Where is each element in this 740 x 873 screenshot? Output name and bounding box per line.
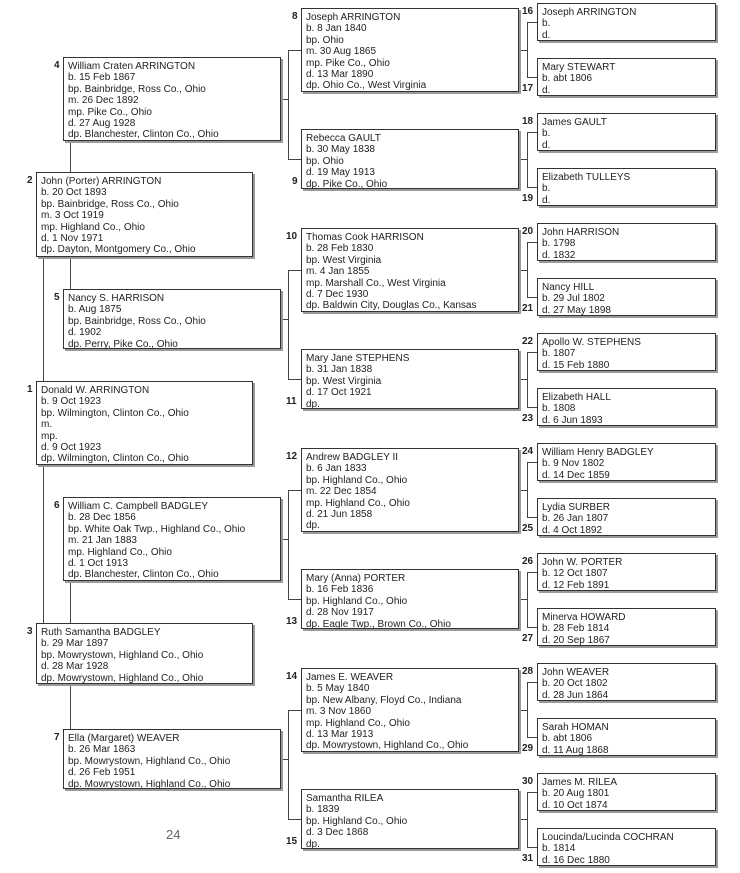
person-detail: b. 20 Oct 1893 xyxy=(41,187,107,199)
connector-line xyxy=(70,684,71,729)
connector-line xyxy=(527,297,537,298)
person-detail: d. 13 Mar 1913 xyxy=(306,729,374,741)
person-detail: d. 7 Dec 1930 xyxy=(306,289,369,301)
person-detail: m. 4 Jan 1855 xyxy=(306,266,370,278)
person-detail: b. 20 Oct 1802 xyxy=(542,678,608,690)
connector-line xyxy=(527,682,537,683)
person-number: 1 xyxy=(27,384,33,395)
person-detail: bp. Wilmington, Clinton Co., Ohio xyxy=(41,407,189,419)
person-number: 20 xyxy=(522,226,534,237)
person-detail: dp. Baldwin City, Douglas Co., Kansas xyxy=(306,300,477,312)
person-detail: mp. Highland Co., Ohio xyxy=(306,497,410,509)
person-detail: d. 6 Jun 1893 xyxy=(542,414,603,426)
person-detail: d. 1 Oct 1913 xyxy=(68,558,129,570)
connector-line xyxy=(527,627,537,628)
person-number: 9 xyxy=(292,176,298,187)
connector-line xyxy=(527,682,528,737)
person-detail: bp. New Albany, Floyd Co., Indiana xyxy=(306,694,462,706)
person-detail: bp. Bainbridge, Ross Co., Ohio xyxy=(68,83,206,95)
person-detail: d. 10 Oct 1874 xyxy=(542,799,608,811)
person-name: Donald W. ARRINGTON xyxy=(41,385,150,396)
person-detail: b. 9 Oct 1923 xyxy=(41,396,102,408)
person-name: Minerva HOWARD xyxy=(542,612,626,623)
person-detail: d. 19 May 1913 xyxy=(306,167,375,179)
connector-line xyxy=(527,132,537,133)
person-detail: m. 30 Aug 1865 xyxy=(306,46,377,58)
connector-line xyxy=(288,819,301,820)
person-detail: dp. Wilmington, Clinton Co., Ohio xyxy=(41,453,189,465)
person-detail: dp. xyxy=(306,398,320,410)
connector-line xyxy=(527,792,537,793)
person-name: Apollo W. STEPHENS xyxy=(542,337,641,348)
connector-line xyxy=(288,50,301,51)
connector-line xyxy=(519,159,527,160)
connector-line xyxy=(288,710,301,711)
person-name: John (Porter) ARRINGTON xyxy=(41,176,162,187)
person-number: 22 xyxy=(522,336,534,347)
connector-line xyxy=(519,379,527,380)
person-name: James GAULT xyxy=(542,117,607,128)
person-number: 15 xyxy=(286,836,298,847)
connector-line xyxy=(527,352,537,353)
person-detail: bp. Mowrystown, Highland Co., Ohio xyxy=(68,755,231,767)
person-detail: d. 9 Oct 1923 xyxy=(41,442,102,454)
person-box-24 xyxy=(537,443,716,481)
person-number: 4 xyxy=(54,60,60,71)
person-name: Nancy S. HARRISON xyxy=(68,293,165,304)
person-name: John W. PORTER xyxy=(542,557,623,568)
person-detail: b. 26 Jan 1807 xyxy=(542,513,609,525)
person-box-4 xyxy=(63,57,281,141)
person-box-28 xyxy=(537,663,716,701)
person-name: Andrew BADGLEY II xyxy=(306,452,399,463)
person-detail: m. 3 Nov 1860 xyxy=(306,706,372,718)
person-name: Sarah HOMAN xyxy=(542,722,609,733)
person-box-26 xyxy=(537,553,716,591)
connector-line xyxy=(527,132,528,187)
person-detail: b. abt 1806 xyxy=(542,733,593,745)
person-detail: b. 28 Feb 1814 xyxy=(542,623,610,635)
person-detail: dp. xyxy=(306,838,320,850)
person-box-18 xyxy=(537,113,716,151)
connector-line xyxy=(519,490,527,491)
person-detail: b. 9 Nov 1802 xyxy=(542,458,605,470)
person-number: 21 xyxy=(522,303,534,314)
person-number: 5 xyxy=(54,292,60,303)
person-detail: dp. Pike Co., Ohio xyxy=(306,178,388,190)
person-detail: b. 29 Mar 1897 xyxy=(41,638,109,650)
person-detail: d. xyxy=(542,139,551,151)
person-box-6 xyxy=(63,497,281,581)
person-name: James M. RILEA xyxy=(542,777,618,788)
person-detail: m. 26 Dec 1892 xyxy=(68,95,139,107)
person-detail: b. 1814 xyxy=(542,843,576,855)
connector-line xyxy=(527,242,537,243)
connector-line xyxy=(288,490,301,491)
person-detail: d. xyxy=(542,84,551,96)
person-detail: d. 1832 xyxy=(542,249,576,261)
connector-line xyxy=(288,159,301,160)
person-detail: b. 5 May 1840 xyxy=(306,683,370,695)
person-number: 31 xyxy=(522,853,534,864)
person-detail: d. xyxy=(542,194,551,206)
person-box-1 xyxy=(36,381,253,465)
person-name: Mary Jane STEPHENS xyxy=(306,353,410,364)
person-detail: d. 15 Feb 1880 xyxy=(542,359,610,371)
person-number: 6 xyxy=(54,500,60,511)
person-box-15 xyxy=(301,789,519,849)
person-detail: mp. Pike Co., Ohio xyxy=(68,106,152,118)
person-box-23 xyxy=(537,388,716,426)
person-number: 26 xyxy=(522,556,534,567)
person-number: 19 xyxy=(522,193,534,204)
person-detail: b. xyxy=(542,128,551,140)
connector-line xyxy=(288,710,289,819)
person-detail: d. 21 Jun 1858 xyxy=(306,509,373,521)
person-box-29 xyxy=(537,718,716,756)
person-box-25 xyxy=(537,498,716,536)
connector-line xyxy=(527,737,537,738)
person-number: 8 xyxy=(292,11,298,22)
connector-line xyxy=(527,22,528,77)
person-box-2 xyxy=(36,172,253,257)
person-detail: b. abt 1806 xyxy=(542,73,593,85)
person-detail: bp. West Virginia xyxy=(306,254,382,266)
person-detail: d. 1 Nov 1971 xyxy=(41,233,104,245)
person-name: Ruth Samantha BADGLEY xyxy=(41,627,161,638)
person-detail: d. 27 Aug 1928 xyxy=(68,118,136,130)
person-detail: mp. Highland Co., Ohio xyxy=(306,717,410,729)
person-box-7 xyxy=(63,729,281,789)
person-number: 10 xyxy=(286,231,298,242)
person-number: 13 xyxy=(286,616,298,627)
person-number: 12 xyxy=(286,451,298,462)
person-detail: b. 12 Oct 1807 xyxy=(542,568,608,580)
person-detail: d. 20 Sep 1867 xyxy=(542,634,610,646)
person-detail: b. 20 Aug 1801 xyxy=(542,788,610,800)
connector-line xyxy=(527,407,537,408)
person-detail: b. 1807 xyxy=(542,348,576,360)
person-number: 14 xyxy=(286,671,298,682)
person-detail: b. 31 Jan 1838 xyxy=(306,364,373,376)
connector-line xyxy=(519,710,527,711)
person-number: 18 xyxy=(522,116,534,127)
person-detail: bp. West Virginia xyxy=(306,375,382,387)
person-name: William Craten ARRINGTON xyxy=(68,61,196,72)
connector-line xyxy=(288,490,289,599)
person-number: 7 xyxy=(54,732,60,743)
person-detail: d. 12 Feb 1891 xyxy=(542,579,610,591)
person-box-12 xyxy=(301,448,519,532)
person-name: Elizabeth TULLEYS xyxy=(542,172,631,183)
person-box-3 xyxy=(36,623,253,684)
person-box-17 xyxy=(537,58,716,96)
person-detail: bp. Mowrystown, Highland Co., Ohio xyxy=(41,649,204,661)
person-detail: d. 28 Jun 1864 xyxy=(542,689,609,701)
person-detail: mp. Marshall Co., West Virginia xyxy=(306,277,446,289)
person-name: John WEAVER xyxy=(542,667,610,678)
connector-line xyxy=(288,270,289,379)
connector-line xyxy=(519,270,527,271)
person-detail: b. 1798 xyxy=(542,238,576,250)
person-name: Nancy HILL xyxy=(542,282,595,293)
person-box-21 xyxy=(537,278,716,316)
person-name: Ella (Margaret) WEAVER xyxy=(68,733,180,744)
person-detail: d. 28 Nov 1917 xyxy=(306,607,374,619)
person-name: Loucinda/Lucinda COCHRAN xyxy=(542,832,674,843)
connector-line xyxy=(519,599,527,600)
connector-line xyxy=(281,759,288,760)
person-detail: b. 16 Feb 1836 xyxy=(306,584,374,596)
connector-line xyxy=(527,792,528,847)
person-box-11 xyxy=(301,349,519,409)
person-detail: mp. Highland Co., Ohio xyxy=(68,546,172,558)
person-detail: d. 4 Oct 1892 xyxy=(542,524,603,536)
person-box-30 xyxy=(537,773,716,811)
person-box-13 xyxy=(301,569,519,629)
person-detail: d. 3 Dec 1868 xyxy=(306,827,369,839)
person-detail: b. 26 Mar 1863 xyxy=(68,744,136,756)
person-detail: mp. Highland Co., Ohio xyxy=(41,221,145,233)
person-name: William Henry BADGLEY xyxy=(542,447,654,458)
person-box-20 xyxy=(537,223,716,261)
person-number: 25 xyxy=(522,523,534,534)
connector-line xyxy=(519,819,527,820)
person-name: Lydia SURBER xyxy=(542,502,610,513)
connector-line xyxy=(281,99,288,100)
person-box-19 xyxy=(537,168,716,206)
person-detail: bp. Bainbridge, Ross Co., Ohio xyxy=(68,315,206,327)
person-detail: dp. Mowrystown, Highland Co., Ohio xyxy=(306,740,469,752)
connector-line xyxy=(527,572,537,573)
person-detail: dp. Mowrystown, Highland Co., Ohio xyxy=(68,778,231,790)
person-name: Joseph ARRINGTON xyxy=(306,12,401,23)
person-name: Samantha RILEA xyxy=(306,793,384,804)
person-detail: dp. Perry, Pike Co., Ohio xyxy=(68,338,178,350)
person-detail: bp. Highland Co., Ohio xyxy=(306,815,408,827)
person-detail: mp. Pike Co., Ohio xyxy=(306,57,390,69)
person-detail: d. 14 Dec 1859 xyxy=(542,469,610,481)
person-detail: m. 22 Dec 1854 xyxy=(306,486,377,498)
person-detail: d. 16 Dec 1880 xyxy=(542,854,610,866)
person-detail: bp. Highland Co., Ohio xyxy=(306,595,408,607)
person-number: 23 xyxy=(522,413,534,424)
page-number: 24 xyxy=(166,827,181,842)
connector-line xyxy=(527,462,528,517)
person-name: Mary (Anna) PORTER xyxy=(306,573,406,584)
person-detail: d. 13 Mar 1890 xyxy=(306,69,374,81)
person-detail: d. 26 Feb 1951 xyxy=(68,767,136,779)
connector-line xyxy=(70,257,71,289)
person-name: John HARRISON xyxy=(542,227,620,238)
person-detail: b. 1808 xyxy=(542,403,576,415)
person-detail: bp. Ohio xyxy=(306,155,344,167)
person-detail: bp. Ohio xyxy=(306,34,344,46)
person-detail: m. xyxy=(41,419,53,431)
person-detail: d. 28 Mar 1928 xyxy=(41,661,109,673)
person-detail: dp. Dayton, Montgomery Co., Ohio xyxy=(41,244,196,256)
person-detail: b. 29 Jul 1802 xyxy=(542,293,605,305)
connector-line xyxy=(527,242,528,297)
connector-line xyxy=(288,50,289,159)
person-name: Joseph ARRINGTON xyxy=(542,7,637,18)
person-number: 2 xyxy=(27,175,33,186)
person-detail: bp. Bainbridge, Ross Co., Ohio xyxy=(41,198,179,210)
person-number: 11 xyxy=(286,396,297,407)
person-box-5 xyxy=(63,289,281,349)
person-number: 28 xyxy=(522,666,534,677)
person-detail: dp. Blanchester, Clinton Co., Ohio xyxy=(68,129,219,141)
connector-line xyxy=(527,187,537,188)
person-number: 17 xyxy=(522,83,534,94)
person-name: Thomas Cook HARRISON xyxy=(306,232,424,243)
person-detail: d. 1902 xyxy=(68,327,102,339)
person-detail: mp. xyxy=(41,430,58,442)
connector-line xyxy=(527,517,537,518)
person-detail: b. 6 Jan 1833 xyxy=(306,463,367,475)
person-name: Elizabeth HALL xyxy=(542,392,611,403)
person-detail: d. xyxy=(542,29,551,41)
person-box-9 xyxy=(301,129,519,189)
connector-line xyxy=(527,22,537,23)
person-detail: dp. xyxy=(306,520,320,532)
person-box-16 xyxy=(537,3,716,41)
person-detail: d. 27 May 1898 xyxy=(542,304,611,316)
person-number: 3 xyxy=(27,626,33,637)
person-detail: b. 30 May 1838 xyxy=(306,144,375,156)
person-detail: b. 15 Feb 1867 xyxy=(68,72,136,84)
connector-line xyxy=(527,572,528,627)
person-box-31 xyxy=(537,828,716,866)
person-name: Mary STEWART xyxy=(542,62,616,73)
connector-line xyxy=(281,539,288,540)
connector-line xyxy=(527,77,537,78)
person-detail: bp. Highland Co., Ohio xyxy=(306,474,408,486)
person-detail: d. 11 Aug 1868 xyxy=(542,744,609,756)
person-name: James E. WEAVER xyxy=(306,672,394,683)
person-detail: m. 21 Jan 1883 xyxy=(68,535,137,547)
person-detail: b. xyxy=(542,18,551,30)
person-name: William C. Campbell BADGLEY xyxy=(68,501,209,512)
person-detail: dp. Mowrystown, Highland Co., Ohio xyxy=(41,672,204,684)
connector-line xyxy=(527,847,537,848)
connector-line xyxy=(288,599,301,600)
connector-line xyxy=(527,462,537,463)
person-box-14 xyxy=(301,668,519,752)
person-box-10 xyxy=(301,228,519,312)
person-number: 29 xyxy=(522,743,534,754)
person-detail: bp. White Oak Twp., Highland Co., Ohio xyxy=(68,523,246,535)
connector-line xyxy=(527,352,528,407)
person-detail: b. 1839 xyxy=(306,804,340,816)
person-box-22 xyxy=(537,333,716,371)
person-detail: b. Aug 1875 xyxy=(68,304,122,316)
person-detail: m. 3 Oct 1919 xyxy=(41,210,104,222)
person-number: 27 xyxy=(522,633,534,644)
person-detail: b. xyxy=(542,183,551,195)
connector-line xyxy=(519,50,527,51)
person-number: 24 xyxy=(522,446,534,457)
person-detail: b. 28 Dec 1856 xyxy=(68,512,136,524)
connector-line xyxy=(288,379,301,380)
person-number: 30 xyxy=(522,776,534,787)
person-detail: b. 28 Feb 1830 xyxy=(306,243,374,255)
person-detail: dp. Eagle Twp., Brown Co., Ohio xyxy=(306,618,451,630)
person-detail: b. 8 Jan 1840 xyxy=(306,23,367,35)
person-name: Rebecca GAULT xyxy=(306,133,381,144)
person-box-8 xyxy=(301,8,519,92)
person-detail: d. 17 Oct 1921 xyxy=(306,387,372,399)
person-detail: dp. Ohio Co., West Virginia xyxy=(306,80,427,92)
connector-line xyxy=(288,270,301,271)
connector-line xyxy=(281,319,288,320)
person-detail: dp. Blanchester, Clinton Co., Ohio xyxy=(68,569,219,581)
person-box-27 xyxy=(537,608,716,646)
person-number: 16 xyxy=(522,6,534,17)
